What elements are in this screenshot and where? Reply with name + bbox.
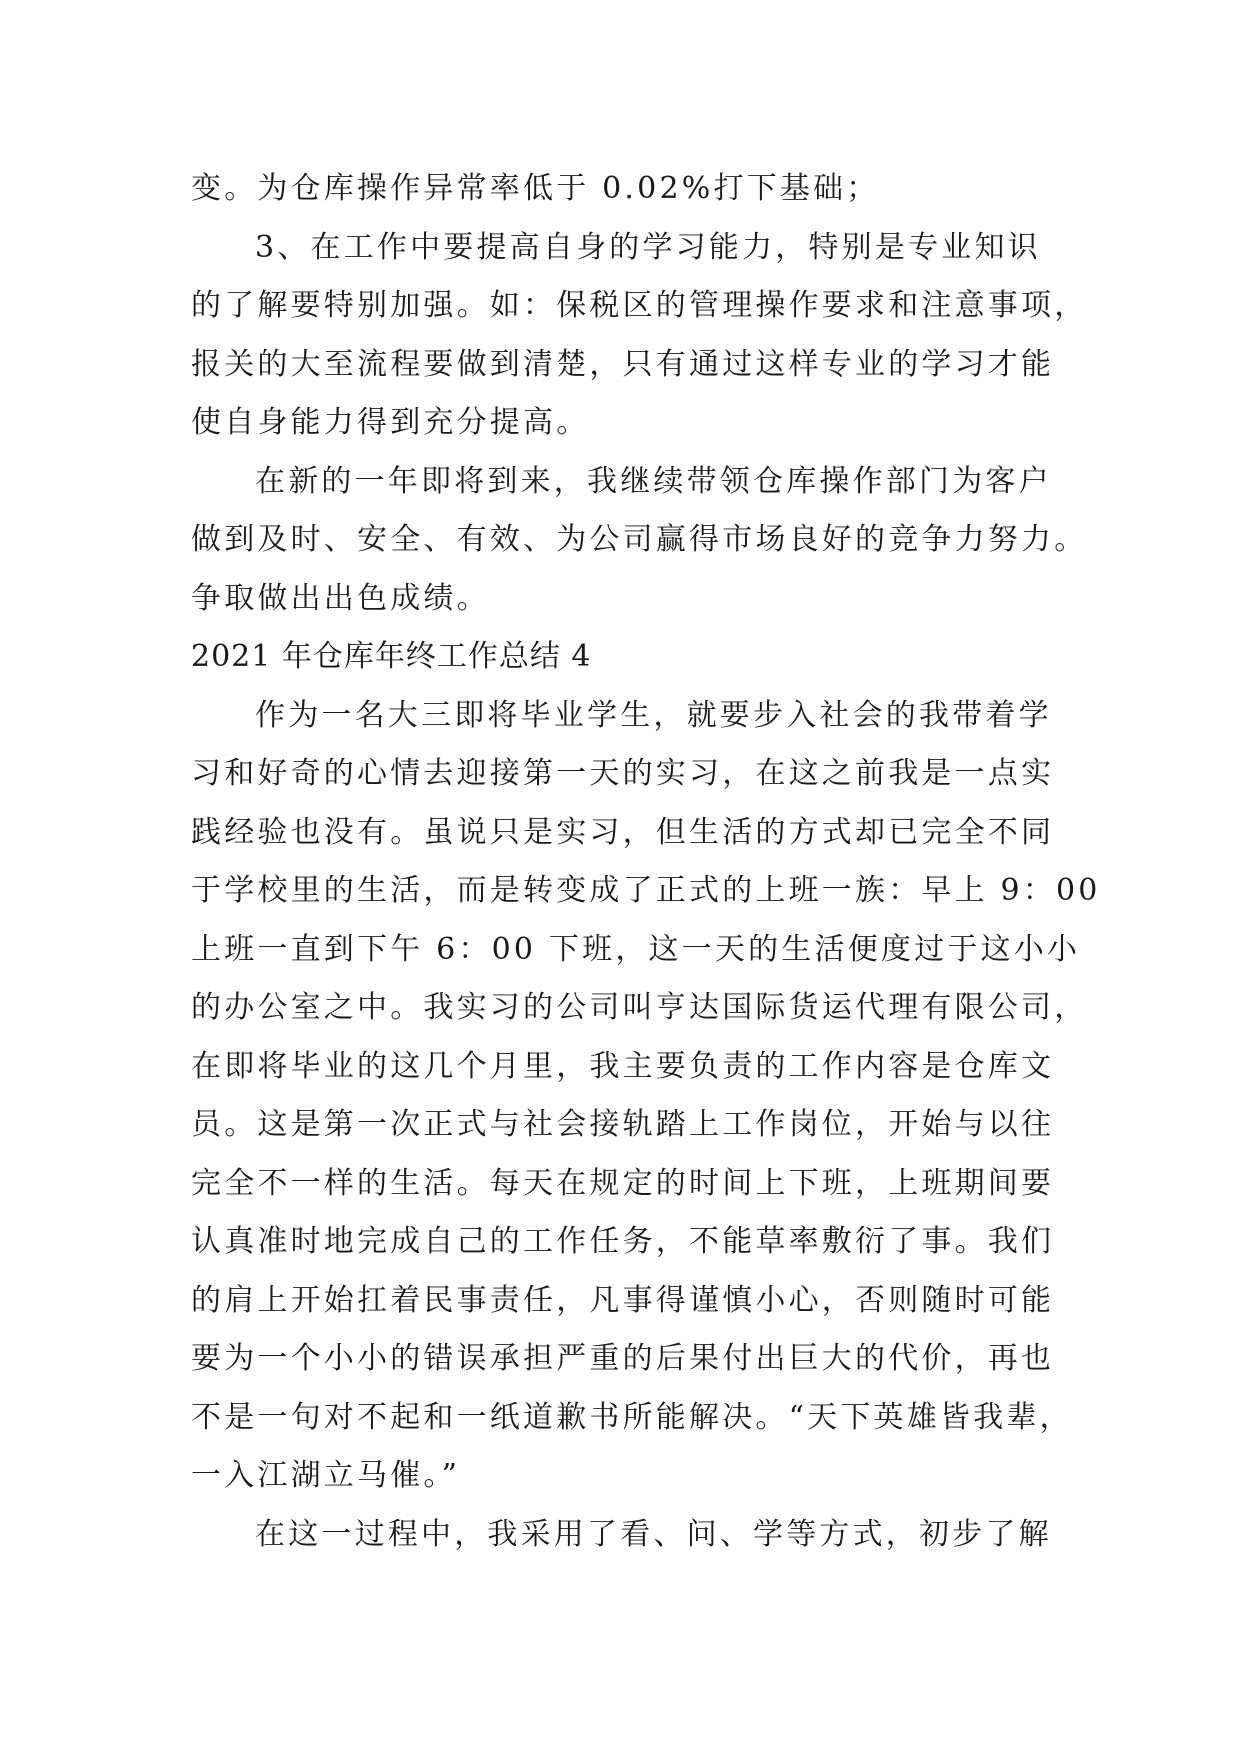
paragraph-line: 员。这是第一次正式与社会接轨踏上工作岗位，开始与以往 xyxy=(191,1107,1055,1142)
paragraph-line: 上班一直到下午 6：00 下班，这一天的生活便度过于这小小 xyxy=(191,931,1081,967)
paragraph-line: 的办公室之中。我实习的公司叫亨达国际货运代理有限公司， xyxy=(191,990,1088,1025)
paragraph-line: 完全不一样的生活。每天在规定的时间上下班，上班期间要 xyxy=(191,1165,1055,1201)
paragraph-line: 认真准时地完成自己的工作任务，不能草率敷衍了事。我们 xyxy=(191,1224,1055,1259)
paragraph-line: 一入江湖立马催。” xyxy=(191,1458,461,1493)
paragraph-line: 报关的大至流程要做到清楚，只有通过这样专业的学习才能 xyxy=(191,346,1055,382)
paragraph-line: 于学校里的生活，而是转变成了正式的上班一族：早上 9：00 xyxy=(191,873,1101,908)
paragraph-line: 争取做出出色成绩。 xyxy=(191,580,490,616)
paragraph-line: 习和好奇的心情去迎接第一天的实习，在这之前我是一点实 xyxy=(191,756,1055,791)
paragraph-line: 使自身能力得到充分提高。 xyxy=(191,405,590,440)
paragraph-line: 作为一名大三即将毕业学生，就要步入社会的我带着学 xyxy=(255,697,1052,733)
paragraph-line: 践经验也没有。虽说只是实习，但生活的方式却已完全不同 xyxy=(191,814,1055,850)
paragraph-line: 变。为仓库操作异常率低于 0.02%打下基础； xyxy=(191,171,880,206)
paragraph-line: 的了解要特别加强。如：保税区的管理操作要求和注意事项， xyxy=(191,288,1088,323)
document-body xyxy=(191,160,1101,1564)
paragraph-line: 在即将毕业的这几个月里，我主要负责的工作内容是仓库文 xyxy=(191,1048,1055,1084)
paragraph-line: 在新的一年即将到来，我继续带领仓库操作部门为客户 xyxy=(255,463,1052,499)
paragraph-line: 要为一个小小的错误承担严重的后果付出巨大的代价，再也 xyxy=(191,1341,1055,1376)
paragraph-line: 的肩上开始扛着民事责任，凡事得谨慎小心，否则随时可能 xyxy=(191,1282,1055,1318)
paragraph-line: 不是一句对不起和一纸道歉书所能解决。“天下英雄皆我辈， xyxy=(191,1399,1073,1435)
paragraph-line: 做到及时、安全、有效、为公司赢得市场良好的竞争力努力。 xyxy=(191,522,1088,557)
paragraph-line: 3、在工作中要提高自身的学习能力，特别是专业知识 xyxy=(255,229,1041,265)
paragraph-line: 在这一过程中，我采用了看、问、学等方式，初步了解 xyxy=(255,1516,1052,1552)
section-heading: 2021 年仓库年终工作总结 4 xyxy=(191,639,592,674)
